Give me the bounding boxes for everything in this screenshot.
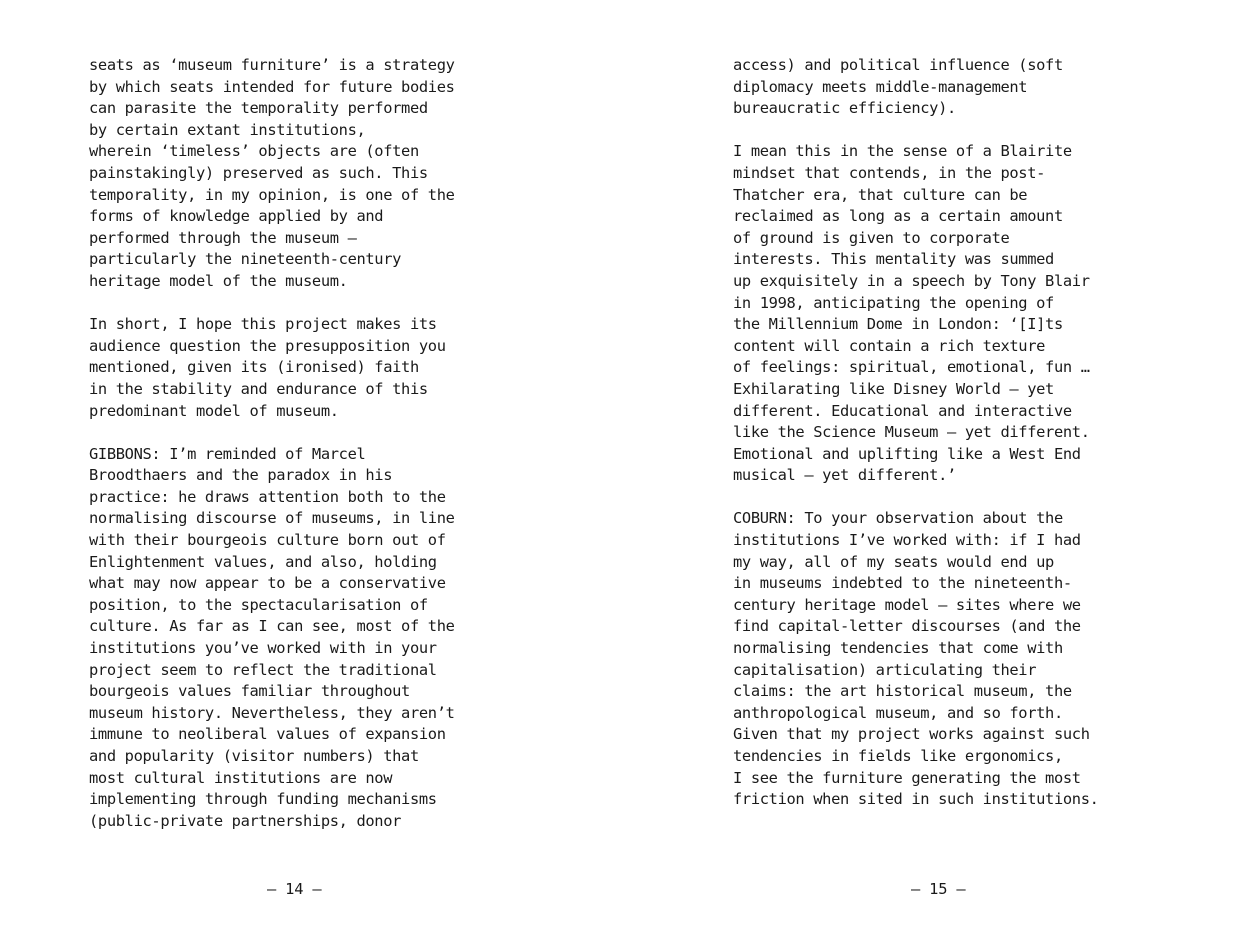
right-page-number: — 15 — [911, 880, 966, 898]
right-paragraph-1: access) and political influence (soft diplomacy meets middle-management bureaucratic efficiency). [733, 56, 1063, 118]
left-paragraph-2: In short, I hope this project makes its audience question the presupposition you mentioned, given its (ironised) faith in the stability and endurance of this predominant model of museum. [89, 315, 446, 420]
right-paragraph-3: COBURN: To your observation about the institutions I’ve worked with: if I had my way, all of my seats would end up in museums indebted to the nineteenth- century heritage model — sites where we find capital-letter discourses (and the normalising tendencies that come with capitalisation) articulating their claims: the art historical museum, the anthropological museum, and so forth. Given that my project works against such tendencies in fields like ergonomics, I see the furniture generating the most friction when sited in such institutions. [733, 509, 1099, 809]
right-page-text [733, 55, 1173, 832]
left-page-number: — 14 — [267, 880, 322, 898]
left-paragraph-3: GIBBONS: I’m reminded of Marcel Broodthaers and the paradox in his practice: he draws attention both to the normalising discourse of museums, in line with their bourgeois culture born out of Enlightenment values, and also, holding what may now appear to be a conservative position, to the spectacularisation of culture. As far as I can see, most of the institutions you’ve worked with in your project seem to reflect the traditional bourgeois values familiar throughout museum history. Nevertheless, they aren’t immune to neoliberal values of expansion and popularity (visitor numbers) that most cultural institutions are now implementing through funding mechanisms (public-private partnerships, donor [89, 444, 455, 830]
right-paragraph-2: I mean this in the sense of a Blairite mindset that contends, in the post- Thatcher era, that culture can be reclaimed as long as a certain amount of ground is given to corporate interests. This mentality was summed up exquisitely in a speech by Tony Blair in 1998, anticipating the opening of the Millennium Dome in London: ‘[I]ts content will contain a rich texture of feelings: spiritual, emotional, fun … Exhilarating like Disney World — yet different. Educational and interactive like the Science Museum — yet different. Emotional and uplifting like a West End musical — yet different.’ [733, 142, 1090, 485]
left-page-text [89, 55, 529, 854]
left-paragraph-1: seats as ‘museum furniture’ is a strategy by which seats intended for future bodies can parasite the temporality performed by certain extant institutions, wherein ‘timeless’ objects are (often painstakingly) preserved as such. This temporality, in my opinion, is one of the forms of knowledge applied by and performed through the museum — particularly the nineteenth-century heritage model of the museum. [89, 56, 455, 290]
